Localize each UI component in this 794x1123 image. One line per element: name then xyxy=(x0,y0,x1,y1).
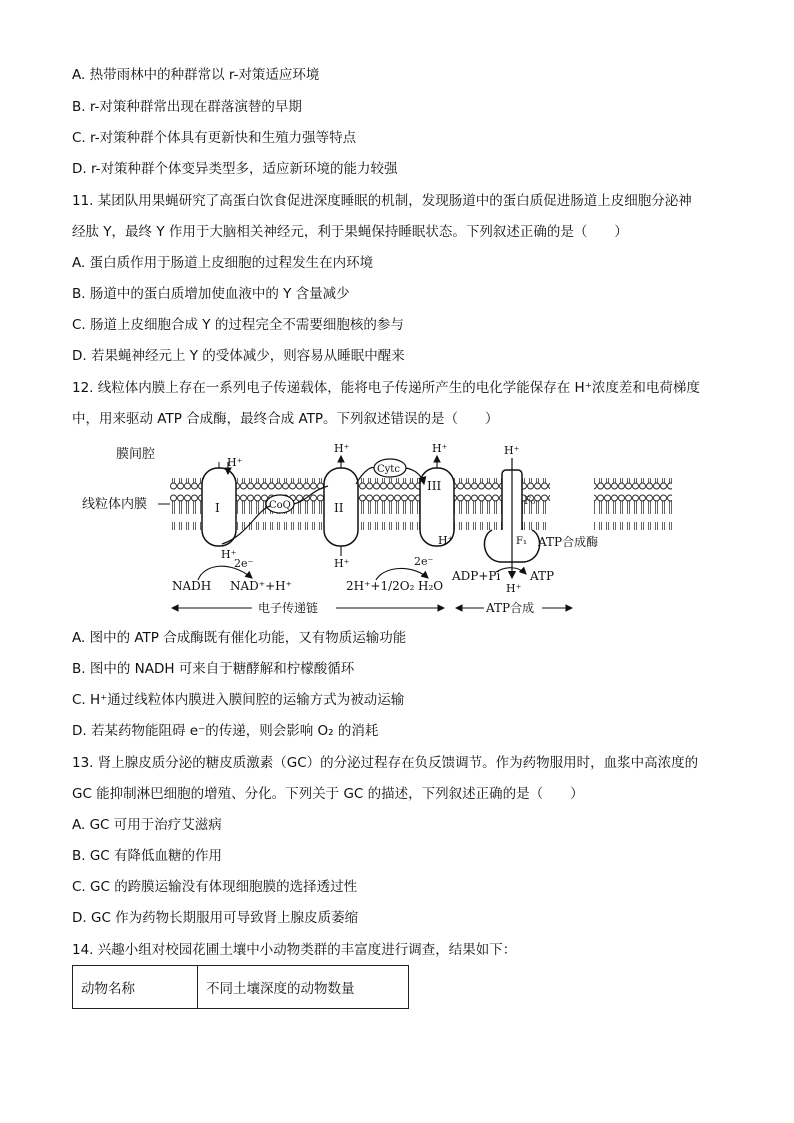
q10-option-d: D. r-对策种群个体变异类型多，适应新环境的能力较强 xyxy=(72,161,398,177)
atp-label: ATP xyxy=(530,569,555,583)
adp-label: ADP+Pi xyxy=(452,569,501,583)
q11-stem-line2: 经肽 Y，最终 Y 作用于大脑相关神经元，利于果蝇保持睡眠状态。下列叙述正确的是（ ） xyxy=(72,224,628,240)
q10-option-a: A. 热带雨林中的种群常以 r-对策适应环境 xyxy=(72,67,320,83)
table-row xyxy=(73,966,409,1009)
water-product: H₂O xyxy=(418,579,444,593)
complex-ii-hplus-top: H⁺ xyxy=(334,442,350,455)
q13-option-d: D. GC 作为药物长期服用可导致肾上腺皮质萎缩 xyxy=(72,910,359,926)
q11-option-b: B. 肠道中的蛋白质增加使血液中的 Y 含量减少 xyxy=(72,286,350,302)
complex-iii-electrons: 2e⁻ xyxy=(414,555,434,568)
complex-i-hplus-bottom: H⁺ xyxy=(221,548,237,561)
atp-formation-arrow xyxy=(496,568,526,574)
atp-synthase-hplus-top: H⁺ xyxy=(504,444,520,457)
q12-stem-line1: 12. 线粒体内膜上存在一系列电子传递载体，能将电子传递所产生的电化学能保存在 H⁺浓度差和电荷梯度 xyxy=(72,380,700,396)
nadh-label: NADH xyxy=(172,579,212,593)
q13-option-c: C. GC 的跨膜运输没有体现细胞膜的选择透过性 xyxy=(72,879,358,895)
complex-ii-hplus-bottom: H⁺ xyxy=(334,557,350,570)
q11-option-a: A. 蛋白质作用于肠道上皮细胞的过程发生在内环境 xyxy=(72,255,374,271)
q12-option-b: B. 图中的 NADH 可来自于糖酵解和柠檬酸循环 xyxy=(72,661,355,677)
q11-stem-line1: 11. 某团队用果蝇研究了高蛋白饮食促进深度睡眠的机制，发现肠道中的蛋白质促进肠道上皮细胞分泌神 xyxy=(72,193,692,209)
q13-stem-line1: 13. 肾上腺皮质分泌的糖皮质激素（GC）的分泌过程存在负反馈调节。作为药物服用时，血浆中高浓度的 xyxy=(72,755,699,771)
q12-stem-line2: 中，用来驱动 ATP 合成酶，最终合成 ATP。下列叙述错误的是（ ） xyxy=(72,411,499,427)
atp-synthesis-label: ATP合成 xyxy=(486,601,535,615)
complex-iii-hplus-bottom: H⁺ xyxy=(438,534,454,547)
q13-option-b: B. GC 有降低血糖的作用 xyxy=(72,848,223,864)
table-header-animal-count: 不同土壤深度的动物数量 xyxy=(198,966,409,1009)
complex-ii-label: II xyxy=(334,501,344,515)
q12-option-a: A. 图中的 ATP 合成酶既有催化功能，又有物质运输功能 xyxy=(72,630,407,646)
q11-option-d: D. 若果蝇神经元上 Y 的受体减少，则容易从睡眠中醒来 xyxy=(72,348,405,364)
atp-synthase-hplus-bottom: H⁺ xyxy=(506,582,522,595)
oxygen-reactant: 2H⁺+1/2O₂ xyxy=(346,579,415,593)
q12-option-c: C. H⁺通过线粒体内膜进入膜间腔的运输方式为被动运输 xyxy=(72,692,405,708)
q10-option-b: B. r-对策种群常出现在群落演替的早期 xyxy=(72,99,302,115)
q11-option-c: C. 肠道上皮细胞合成 Y 的过程完全不需要细胞核的参与 xyxy=(72,317,404,333)
complex-i-hplus-top: H⁺ xyxy=(227,456,243,469)
electron-transport-figure xyxy=(72,440,752,620)
atp-synthase-label: ATP合成酶 xyxy=(538,535,599,549)
intermembrane-space-label: 膜间腔 xyxy=(116,447,156,462)
complex-iii-label: III xyxy=(427,479,442,493)
f1-label: F₁ xyxy=(516,536,527,547)
table-header-animal-name: 动物名称 xyxy=(73,966,198,1009)
q13-option-a: A. GC 可用于治疗艾滋病 xyxy=(72,817,222,833)
inner-membrane-label: 线粒体内膜 xyxy=(82,497,148,512)
nad-label: NAD⁺+H⁺ xyxy=(230,579,292,593)
q14-table xyxy=(72,965,409,1009)
q13-stem-line2: GC 能抑制淋巴细胞的增殖、分化。下列关于 GC 的描述，下列叙述正确的是（ ） xyxy=(72,786,584,802)
f0-label: F₀ xyxy=(524,496,535,507)
cytc-label: Cytc xyxy=(377,464,400,475)
etc-label: 电子传递链 xyxy=(258,601,319,615)
membrane-bilayer-right xyxy=(594,478,672,530)
q10-option-c: C. r-对策种群个体具有更新快和生殖力强等特点 xyxy=(72,130,357,146)
coq-label: CoQ xyxy=(269,500,291,511)
complex-i-label: I xyxy=(215,501,220,515)
complex-iii-hplus-top: H⁺ xyxy=(432,442,448,455)
q14-stem: 14. 兴趣小组对校园花圃土壤中小动物类群的丰富度进行调查，结果如下： xyxy=(72,942,517,958)
complex-i-electrons: 2e⁻ xyxy=(234,557,254,570)
q12-option-d: D. 若某药物能阻碍 e⁻的传递，则会影响 O₂ 的消耗 xyxy=(72,723,379,739)
